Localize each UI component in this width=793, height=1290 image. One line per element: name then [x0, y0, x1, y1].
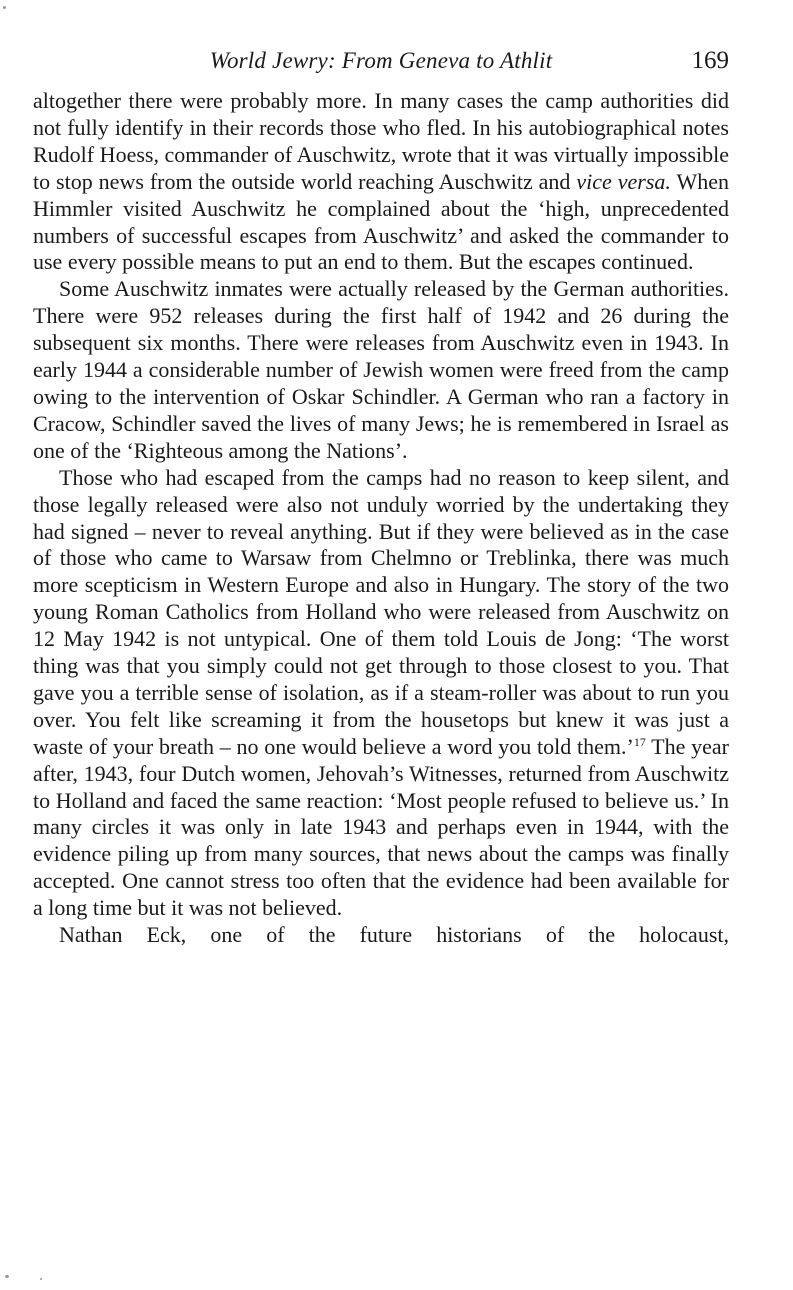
body-text	[33, 88, 729, 949]
scan-speck	[5, 1275, 9, 1278]
paragraph-4	[33, 922, 729, 949]
paragraph-3-text-b: The year after, 1943, four Dutch women, Jehovah’s Witnesses, returned from Auschwitz to Holland and faced the same reaction: ‘Most people refused to believe us.’ In many circles it was only in late 1943 and perhaps even in 1944, with the evidence piling up from many sources, that news about the camps was finally accepted. One cannot stress too often that the evidence had been available for a long time but it was not believed.	[33, 733, 729, 921]
paragraph-1	[33, 88, 729, 276]
paragraph-3	[33, 465, 729, 922]
paragraph-1-italic: vice versa.	[576, 168, 671, 194]
scan-speck	[3, 6, 6, 9]
footnote-marker: 17	[633, 734, 646, 749]
paragraph-2-text: Some Auschwitz inmates were actually released by the German authorities. There were 952 releases during the first half of 1942 and 26 during the subsequent six months. There were releases from Auschwitz even in 1943. In early 1944 a considerable number of Jewish women were freed from the camp owing to the intervention of Oskar Schindler. A German who ran a factory in Cracow, Schindler saved the lives of many Jews; he is remembered in Israel as one of the ‘Righteous among the Nations’.	[33, 276, 729, 463]
running-head: World Jewry: From Geneva to Athlit	[209, 48, 553, 73]
paragraph-1-text-a: altogether there were probably more. In many cases the camp authorities did not fully identify in their records those who fled. In his autobiographical notes Rudolf Hoess, commander of Auschwitz, wrote that it was virtually impossible to stop news from the outside world reaching Auschwitz and	[33, 88, 729, 194]
paragraph-3-text-a: Those who had escaped from the camps had no reason to keep silent, and those legally released were also not unduly worried by the undertaking they had signed – never to reveal anything. But if they were believed as in the case of those who came to Warsaw from Chelmno or Treblinka, there was much more scepticism in Western Europe and also in Hungary. The story of the two young Roman Catholics from Holland who were released from Auschwitz on 12 May 1942 is not untypical. One of them told Louis de Jong: ‘The worst thing was that you simply could not get through to those closest to you. That gave you a terrible sense of isolation, as if a steam-roller was about to run you over. You felt like screaming it from the housetops but knew it was just a waste of your breath – no one would believe a word you told them.’	[33, 464, 729, 759]
paragraph-2	[33, 276, 729, 464]
paragraph-4-text: Nathan Eck, one of the future historians of the holocaust,	[59, 922, 729, 948]
page-header	[33, 45, 729, 83]
page-number: 169	[691, 47, 729, 74]
scan-speck	[40, 1278, 42, 1280]
paragraph-1-text-b: When Himmler visited Auschwitz he complained about the ‘high, unprecedented numbers of successful escapes from Auschwitz’ and asked the commander to use every possible means to put an end to them. But the escapes continued.	[33, 168, 729, 275]
